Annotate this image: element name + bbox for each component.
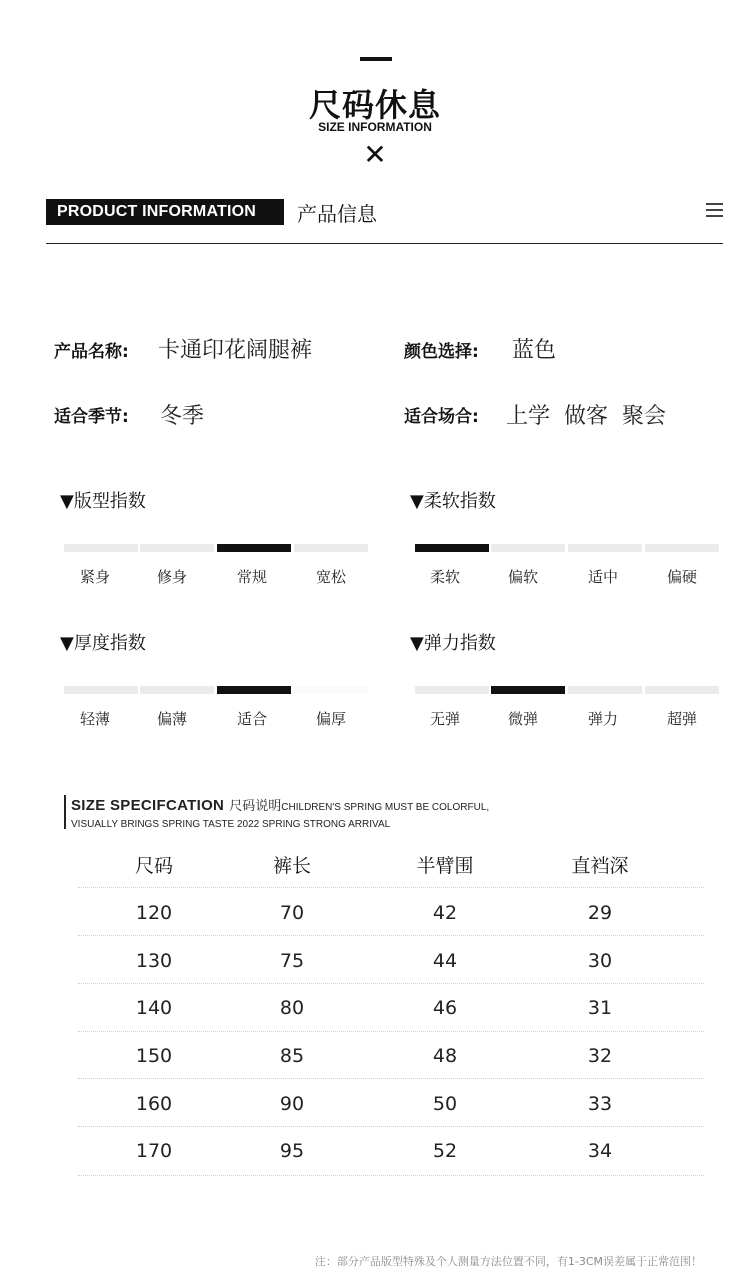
index-segment bbox=[415, 544, 489, 552]
table-cell: 90 bbox=[279, 1093, 305, 1115]
table-cell: 170 bbox=[135, 1140, 173, 1162]
table-cell: 120 bbox=[135, 902, 173, 924]
index-label: 适中 bbox=[587, 568, 618, 586]
table-cell: 160 bbox=[135, 1093, 173, 1115]
spec-title-en: SIZE SPECIFCATION bbox=[71, 797, 225, 814]
season-label: 适合季节: bbox=[54, 407, 129, 427]
index-segment bbox=[568, 686, 642, 694]
table-cell: 30 bbox=[587, 950, 613, 972]
spec-tagline-2: VISUALLY BRINGS SPRING TASTE 2022 SPRING STRONG ARRIVAL bbox=[71, 819, 391, 830]
index-label: 弹力 bbox=[587, 710, 618, 728]
table-header: 直裆深 bbox=[571, 855, 629, 877]
row-divider bbox=[78, 1078, 704, 1079]
table-cell: 95 bbox=[279, 1140, 305, 1162]
index-segment bbox=[294, 544, 368, 552]
elasticity-index-title: ▼弹力指数 bbox=[410, 633, 496, 654]
table-cell: 130 bbox=[135, 950, 173, 972]
index-label: 常规 bbox=[236, 568, 267, 586]
table-cell: 46 bbox=[432, 997, 458, 1019]
index-segment bbox=[645, 686, 719, 694]
table-cell: 29 bbox=[587, 902, 613, 924]
spec-accent-rule bbox=[64, 795, 66, 829]
index-segment bbox=[140, 686, 214, 694]
index-label: 柔软 bbox=[429, 568, 460, 586]
index-label: 无弹 bbox=[429, 710, 460, 728]
table-cell: 52 bbox=[432, 1140, 458, 1162]
table-cell: 150 bbox=[135, 1045, 173, 1067]
index-segment bbox=[140, 544, 214, 552]
index-label: 微弹 bbox=[507, 710, 538, 728]
product-name-value: 卡通印花阔腿裤 bbox=[158, 338, 313, 363]
table-header: 半臂围 bbox=[416, 855, 474, 877]
index-label: 偏薄 bbox=[156, 710, 187, 728]
table-cell: 34 bbox=[587, 1140, 613, 1162]
index-label: 偏厚 bbox=[315, 710, 346, 728]
product-name-label: 产品名称: bbox=[54, 342, 129, 362]
table-cell: 140 bbox=[135, 997, 173, 1019]
table-cell: 85 bbox=[279, 1045, 305, 1067]
softness-index-title: ▼柔软指数 bbox=[410, 491, 496, 512]
top-dash bbox=[360, 57, 392, 61]
cross-icon: ✕ bbox=[363, 138, 387, 171]
index-segment bbox=[64, 686, 138, 694]
index-label: 适合 bbox=[236, 710, 267, 728]
index-segment bbox=[568, 544, 642, 552]
table-cell: 48 bbox=[432, 1045, 458, 1067]
index-segment bbox=[217, 686, 291, 694]
season-value: 冬季 bbox=[160, 404, 205, 429]
index-label: 修身 bbox=[156, 568, 187, 586]
occasion-value: 上学 做客 聚会 bbox=[506, 404, 666, 429]
table-cell: 33 bbox=[587, 1093, 613, 1115]
table-cell: 32 bbox=[587, 1045, 613, 1067]
color-label: 颜色选择: bbox=[404, 342, 479, 362]
index-segment bbox=[491, 544, 565, 552]
table-cell: 42 bbox=[432, 902, 458, 924]
table-cell: 50 bbox=[432, 1093, 458, 1115]
index-label: 偏硬 bbox=[666, 568, 697, 586]
index-segment bbox=[491, 686, 565, 694]
page-subtitle: SIZE INFORMATION bbox=[318, 120, 432, 134]
index-segment bbox=[64, 544, 138, 552]
menu-icon[interactable] bbox=[706, 203, 723, 217]
row-divider bbox=[78, 1126, 704, 1127]
occasion-label: 适合场合: bbox=[404, 407, 479, 427]
row-divider bbox=[78, 935, 704, 936]
table-cell: 44 bbox=[432, 950, 458, 972]
row-divider bbox=[78, 1031, 704, 1032]
color-value: 蓝色 bbox=[512, 338, 557, 363]
spec-title-cn: 尺码说明 bbox=[229, 799, 282, 814]
row-divider bbox=[78, 983, 704, 984]
row-divider bbox=[78, 887, 704, 888]
index-label: 宽松 bbox=[315, 568, 346, 586]
index-label: 偏软 bbox=[507, 568, 538, 586]
index-segment bbox=[415, 686, 489, 694]
index-segment bbox=[294, 686, 368, 694]
table-header: 裤长 bbox=[272, 855, 311, 877]
table-cell: 80 bbox=[279, 997, 305, 1019]
index-label: 紧身 bbox=[79, 568, 110, 586]
table-header: 尺码 bbox=[134, 855, 173, 877]
spec-heading bbox=[71, 795, 489, 814]
product-info-title: 产品信息 bbox=[297, 202, 377, 226]
table-cell: 75 bbox=[279, 950, 305, 972]
index-label: 超弹 bbox=[666, 710, 697, 728]
product-info-banner: PRODUCT INFORMATION bbox=[46, 199, 284, 225]
thickness-index-title: ▼厚度指数 bbox=[60, 633, 146, 654]
page-title: 尺码休息 bbox=[308, 86, 441, 124]
index-label: 轻薄 bbox=[79, 710, 110, 728]
index-segment bbox=[645, 544, 719, 552]
index-segment bbox=[217, 544, 291, 552]
footnote: 注：部分产品版型特殊及个人测量方法位置不同，有1-3CM误差属于正常范围！ bbox=[314, 1255, 702, 1268]
table-cell: 70 bbox=[279, 902, 305, 924]
spec-tagline: CHILDREN'S SPRING MUST BE COLORFUL, bbox=[281, 802, 490, 813]
fit-index-title: ▼版型指数 bbox=[60, 491, 146, 512]
table-cell: 31 bbox=[587, 997, 613, 1019]
row-divider bbox=[78, 1175, 704, 1176]
header-divider bbox=[46, 243, 723, 244]
